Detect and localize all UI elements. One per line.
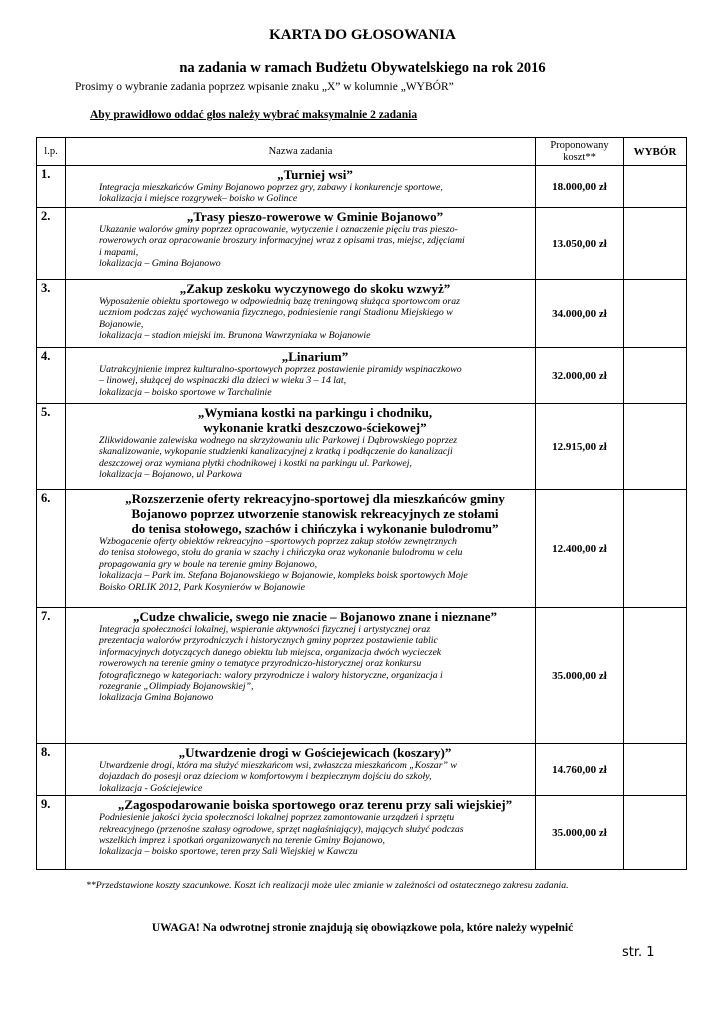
task-cost: 14.760,00 zł	[536, 744, 624, 796]
task-description: Zlikwidowanie zalewiska wodnego na skrzyżowaniu ulic Parkowej i Dąbrowskiego poprzez skanalizowanie, wykopanie studzienki kanalizacyjnej z kratką i podłączenie do kanalizacji deszczowej oraz wymiana płytki chodnikowej i kostki na parkingu ul. Parkowej, lokalizacja – Bojanowo, ul Parkowa	[99, 435, 458, 481]
choice-box[interactable]	[624, 490, 687, 608]
choice-box[interactable]	[624, 744, 687, 796]
table-row	[37, 608, 687, 744]
table-row	[37, 796, 687, 870]
page-subtitle: na zadania w ramach Budżetu Obywatelskiego na rok 2016	[179, 60, 546, 76]
choice-box[interactable]	[624, 796, 687, 870]
voting-instruction: Prosimy o wybranie zadania poprzez wpisanie znaku „X” w kolumnie „WYBÓR”	[75, 81, 454, 93]
row-number: 7.	[37, 608, 66, 744]
ballot-table	[36, 137, 687, 870]
page-title: KARTA DO GŁOSOWANIA	[269, 27, 456, 43]
task-description: Ukazanie walorów gminy poprzez opracowanie, wytyczenie i oznaczenie pięciu tras pieszo- rowerowych oraz opracowanie broszury informacyjnej wraz z opisami tras, miejsc, zdjęciami i mapami, lokalizacja – Gmina Bojanowo	[99, 224, 465, 270]
voting-rule: Aby prawidłowo oddać głos należy wybrać maksymalnie 2 zadania	[90, 109, 418, 121]
task-title: „Zagospodarowanie boiska sportowego oraz terenu przy sali wiejskiej”	[117, 797, 513, 813]
table-row	[37, 208, 687, 280]
task-cell	[66, 404, 536, 490]
table-row	[37, 166, 687, 208]
warning-note: UWAGA! Na odwrotnej stronie znajdują się obowiązkowe pola, które należy wypełnić	[151, 922, 574, 934]
task-cost: 12.400,00 zł	[536, 490, 624, 608]
row-number: 1.	[37, 166, 66, 208]
table-row	[37, 490, 687, 608]
task-cell	[66, 608, 536, 744]
choice-box[interactable]	[624, 608, 687, 744]
choice-box[interactable]	[624, 208, 687, 280]
row-number: 2.	[37, 208, 66, 280]
task-cell	[66, 744, 536, 796]
choice-box[interactable]	[624, 280, 687, 348]
task-description: Utwardzenie drogi, która ma służyć mieszkańcom wsi, zwłaszcza mieszkańcom „Koszar” w dojazdach do posesji oraz dzieciom w komfortowym i bezpiecznym dojściu do szkoły, lokalizacja - Gościejewice	[99, 760, 457, 794]
column-header-choice: WYBÓR	[624, 138, 687, 166]
task-title: „Wymiana kostki na parkingu i chodniku, wykonanie kratki deszczowo-ściekowej”	[197, 405, 433, 435]
column-header-lp: l.p.	[37, 138, 66, 166]
task-description: Integracja społeczności lokalnej, wspieranie aktywności fizycznej i artystycznej oraz prezentacja walorów przyrodniczych i historycznych gminy poprzez postawienie tablic informacyjnych dotyczących danego obiektu lub miejsca, organizacja dwóch wycieczek rowerowych na terenie gminy o tematyce przyrodniczo-historycznej oraz konkursu fotograficznego w kategoriach: walory przyrodnicze i walory historyczne, organizacja i rozegranie „Olimpiady Bojanowskiej”, lokalizacja Gmina Bojanowo	[99, 624, 443, 704]
task-cost: 35.000,00 zł	[536, 608, 624, 744]
task-description: Podniesienie jakości życia społeczności lokalnej poprzez zamontowanie urządzeń i sprzętu rekreacyjnego (przenośne szałasy ogrodowe, sprzęt nagłaśniający), mających służyć podczas wszelkich imprez i spotkań organizowanych na terenie Gminy Bojanowo, lokalizacja – boisko sportowe, teren przy Sali Wiejskiej w Kawczu	[99, 812, 464, 858]
row-number: 9.	[37, 796, 66, 870]
choice-box[interactable]	[624, 348, 687, 404]
table-row	[37, 348, 687, 404]
task-title: „Rozszerzenie oferty rekreacyjno-sportowej dla mieszkańców gminy Bojanowo poprzez utworzenie stanowisk rekreacyjnych ze stołami do tenisa stołowego, szachów i chińczyka i wykonanie bulodromu”	[125, 491, 505, 536]
table-row	[37, 744, 687, 796]
row-number: 6.	[37, 490, 66, 608]
task-cell	[66, 490, 536, 608]
choice-box[interactable]	[624, 404, 687, 490]
task-title: „Cudze chwalicie, swego nie znacie – Bojanowo znane i nieznane”	[133, 609, 497, 624]
task-description: Integracja mieszkańców Gminy Bojanowo poprzez gry, zabawy i konkurencje sportowe, lokalizacja i miejsce rozgrywek– boisko w Golince	[99, 182, 443, 205]
task-cost: 34.000,00 zł	[536, 280, 624, 348]
task-description: Wzbogacenie oferty obiektów rekreacyjno –sportowych poprzez zakup stołów zewnętrznych do tenisa stołowego, stołu do grania w szachy i chińczyka oraz wykonanie bulodromu w celu propagowania gry w boule na terenie gminy Bojanowo, lokalizacja – Park im. Stefana Bojanowskiego w Bojanowie, kompleks boisk sportowych Moje Boisko ORLIK 2012, Park Kosynierów w Bojanowie	[99, 536, 468, 593]
task-description: Wyposażenie obiektu sportowego w odpowiednią bazę treningową służąca sportowcom oraz uczniom podczas zajęć wychowania fizycznego, podniesienie rangi Stadionu Miejskiego w Bojanowie, lokalizacja – stadion miejski im. Brunona Wawrzyniaka w Bojanowie	[99, 296, 460, 342]
row-number: 8.	[37, 744, 66, 796]
task-cost: 13.050,00 zł	[536, 208, 624, 280]
task-title: „Utwardzenie drogi w Gościejewicach (koszary)”	[178, 745, 452, 760]
task-cell	[66, 796, 536, 870]
row-number: 5.	[37, 404, 66, 490]
task-cost: 18.000,00 zł	[536, 166, 624, 208]
task-title: „Linarium”	[281, 349, 349, 364]
page-number: str. 1	[622, 945, 655, 960]
task-cost: 32.000,00 zł	[536, 348, 624, 404]
task-title: „Turniej wsi”	[277, 167, 353, 182]
task-cell	[66, 208, 536, 280]
task-description: Uatrakcyjnienie imprez kulturalno-sportowych poprzez postawienie piramidy wspinaczkowo – linowej, służącej do wspinaczki dla dzieci w wieku 3 – 14 lat, lokalizacja – boisko sportowe w Tarchalinie	[99, 364, 462, 398]
row-number: 3.	[37, 280, 66, 348]
task-title: „Zakup zeskoku wyczynowego do skoku wzwyż”	[179, 281, 451, 296]
task-cost: 35.000,00 zł	[536, 796, 624, 870]
task-cell	[66, 166, 536, 208]
task-cell	[66, 280, 536, 348]
task-cell	[66, 348, 536, 404]
column-header-cost: Proponowany koszt**	[536, 138, 624, 166]
choice-box[interactable]	[624, 166, 687, 208]
task-cost: 12.915,00 zł	[536, 404, 624, 490]
cost-footnote: **Przedstawione koszty szacunkowe. Koszt ich realizacji może ulec zmianie w zależności od ostatecznego zakresu zadania.	[86, 880, 569, 891]
table-row	[37, 404, 687, 490]
task-title: „Trasy pieszo-rowerowe w Gminie Bojanowo”	[186, 209, 444, 224]
column-header-name: Nazwa zadania	[66, 138, 536, 166]
row-number: 4.	[37, 348, 66, 404]
table-row	[37, 280, 687, 348]
